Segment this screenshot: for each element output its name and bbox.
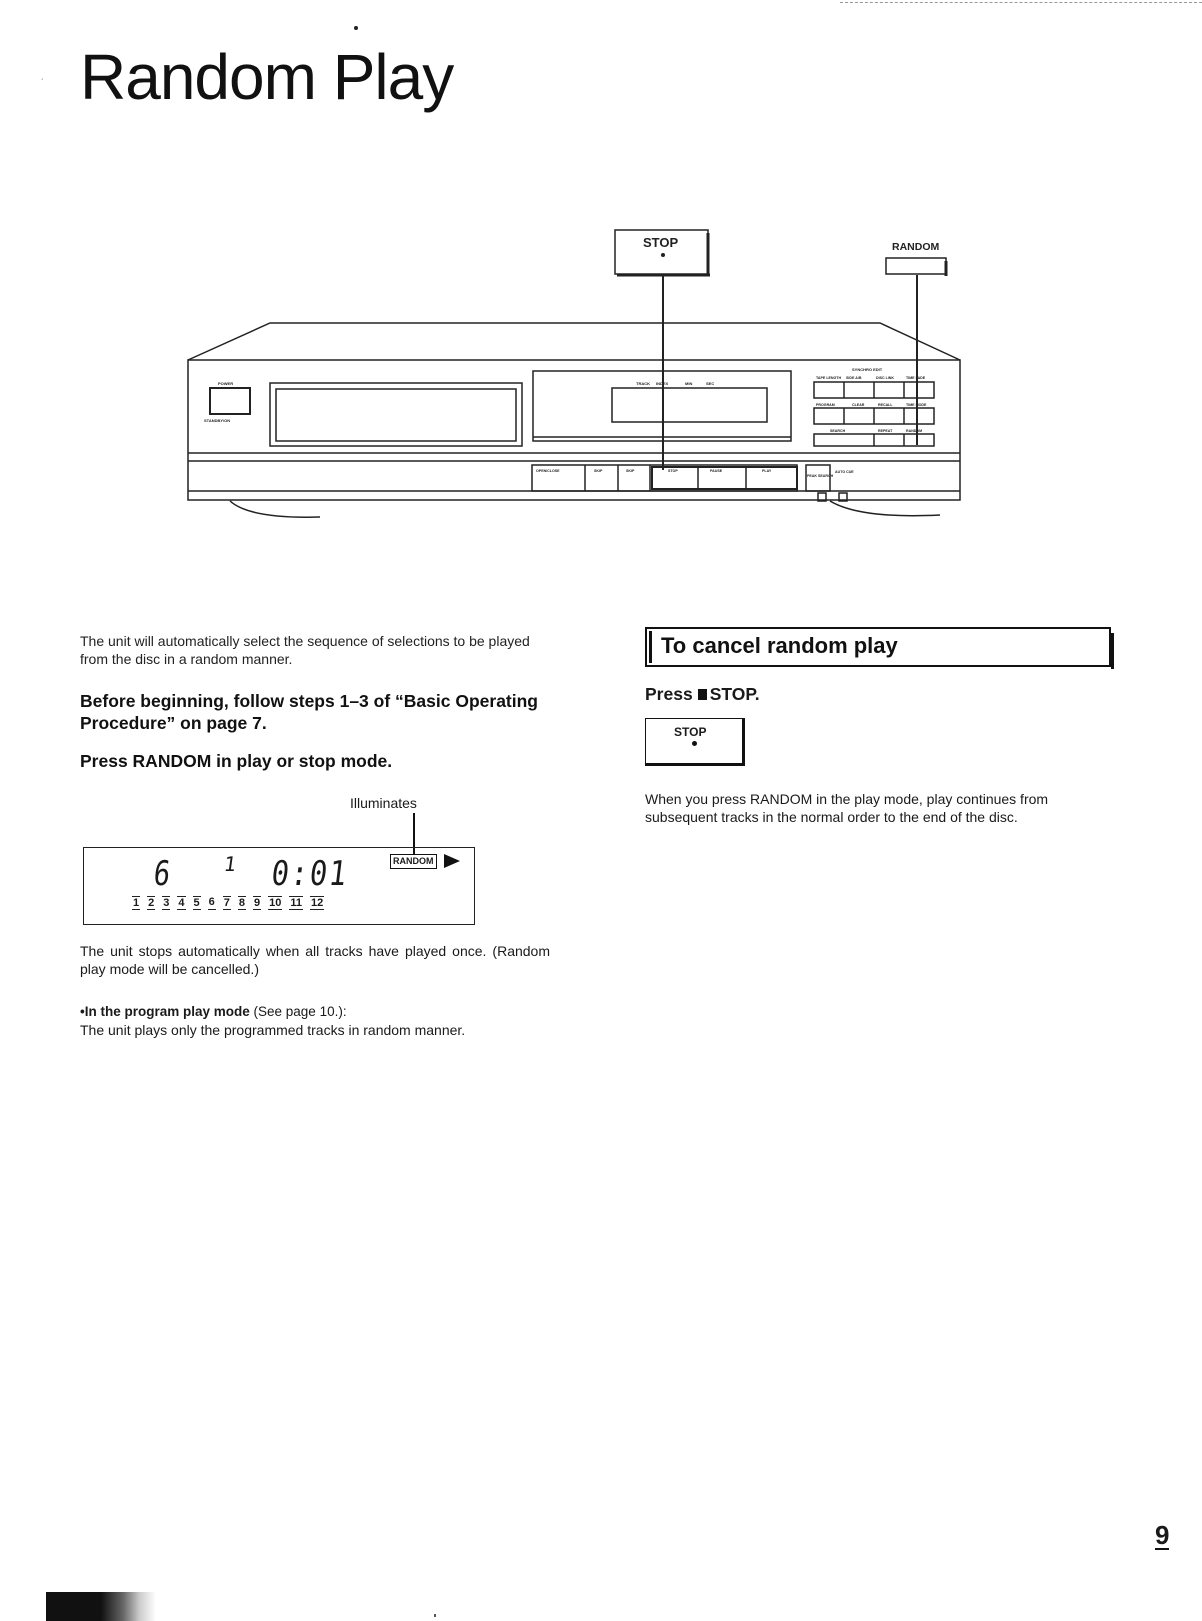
cancel-note: When you press RANDOM in the play mode, play continues from subsequent tracks in the normal order to the end of the disc. (645, 791, 1049, 825)
calendar-track: 11 (290, 897, 303, 909)
program-mode-label: •In the program play mode (80, 1004, 250, 1019)
diagram-display-index: INDEX (656, 381, 669, 386)
diagram-play: PLAY (762, 469, 772, 473)
diagram-random-small: RANDOM (906, 429, 923, 433)
calendar-track: 5 (193, 897, 200, 909)
title-dot (354, 26, 358, 30)
diagram-display-track: TRACK (636, 381, 650, 386)
diagram-display-min: MIN (685, 381, 693, 386)
lcd-display (83, 847, 475, 925)
calendar-track: 12 (311, 897, 324, 909)
stop-button-label: STOP (674, 725, 707, 739)
calendar-track: 2 (148, 897, 155, 909)
page-title: Random Play (80, 41, 454, 113)
program-mode-heading (80, 1003, 550, 1021)
calendar-track: 4 (178, 897, 185, 909)
scan-corner-mark (46, 1592, 156, 1621)
stop-square-icon (698, 689, 707, 700)
play-indicator-icon (444, 854, 460, 868)
diagram-synchro-edit: SYNCHRO EDIT (852, 367, 883, 372)
lcd-track-number: 6 (151, 854, 173, 894)
calendar-track: 9 (254, 897, 261, 909)
diagram-edit-disc: DISC LINK (876, 376, 894, 380)
diagram-random-label: RANDOM (892, 241, 940, 253)
press-stop-instruction (645, 684, 760, 705)
before-beginning-text: Before beginning, follow steps 1–3 of “Basic Operating Procedure” on page 7. (80, 691, 538, 733)
auto-stop-note: The unit stops automatically when all tracks have played once. (Random play mode will be cancelled.) (80, 943, 550, 977)
top-rule (840, 2, 1202, 4)
calendar-track: 7 (223, 897, 230, 909)
lcd-time: 0:01 (269, 854, 351, 894)
diagram-open-close: OPEN/CLOSE (536, 469, 560, 473)
lcd-index-number: 1 (222, 852, 238, 876)
calendar-track: 10 (269, 897, 282, 909)
press-prefix: Press (645, 684, 693, 704)
diagram-skip-fwd: SKIP (626, 469, 635, 473)
intro-text: The unit will automatically select the sequence of selections to be played from the disc in a random manner. (80, 633, 530, 667)
diagram-recall: RECALL (878, 403, 893, 407)
header-left-bar (649, 631, 652, 663)
calendar-track: 8 (238, 897, 245, 909)
program-mode-ref: (See page 10.): (249, 1004, 347, 1019)
diagram-standby-label: STANDBY/ON (204, 418, 231, 423)
diagram-edit-tape: TAPE LENGTH (816, 376, 842, 380)
press-random-instruction: Press RANDOM in play or stop mode. (80, 751, 393, 771)
diagram-auto-cue: AUTO CUE (835, 470, 854, 474)
cancel-section-header (645, 627, 1111, 667)
diagram-transport-stop: STOP (668, 469, 678, 473)
program-mode-text: The unit plays only the programmed tracks in random manner. (80, 1022, 466, 1038)
lcd-random-indicator: RANDOM (390, 854, 437, 869)
calendar-track: 1 (133, 897, 140, 909)
diagram-time-mode: TIME MODE (906, 403, 927, 407)
cd-player-diagram (180, 225, 1000, 545)
diagram-edit-side: SIDE A/B (846, 376, 862, 380)
illuminates-label: Illuminates (350, 795, 417, 811)
scan-tick-mark (434, 1614, 436, 1617)
diagram-search: SEARCH (830, 429, 846, 433)
calendar-track-blinking: 6 (208, 896, 215, 908)
diagram-pause: PAUSE (710, 469, 723, 473)
header-shadow (1111, 633, 1114, 669)
diagram-power-label: POWER (218, 381, 234, 386)
stop-dot-icon (692, 741, 697, 746)
cancel-section-title: To cancel random play (661, 633, 898, 658)
page-number: 9 (1155, 1520, 1170, 1550)
diagram-program: PROGRAM (816, 403, 835, 407)
diagram-clear: CLEAR (852, 403, 865, 407)
stray-mark: · (40, 70, 45, 86)
diagram-edit-fade: TIME FADE (906, 376, 926, 380)
press-stop-label: STOP. (709, 684, 760, 704)
stop-button-illustration (645, 718, 745, 766)
diagram-stop-label: STOP (643, 235, 679, 250)
calendar-track: 3 (163, 897, 170, 909)
diagram-peak-search: PEAK SEARCH (807, 474, 834, 478)
diagram-repeat: REPEAT (878, 429, 893, 433)
diagram-display-sec: SEC (706, 381, 715, 386)
lcd-track-calendar (132, 896, 324, 910)
diagram-skip-back: SKIP (594, 469, 603, 473)
